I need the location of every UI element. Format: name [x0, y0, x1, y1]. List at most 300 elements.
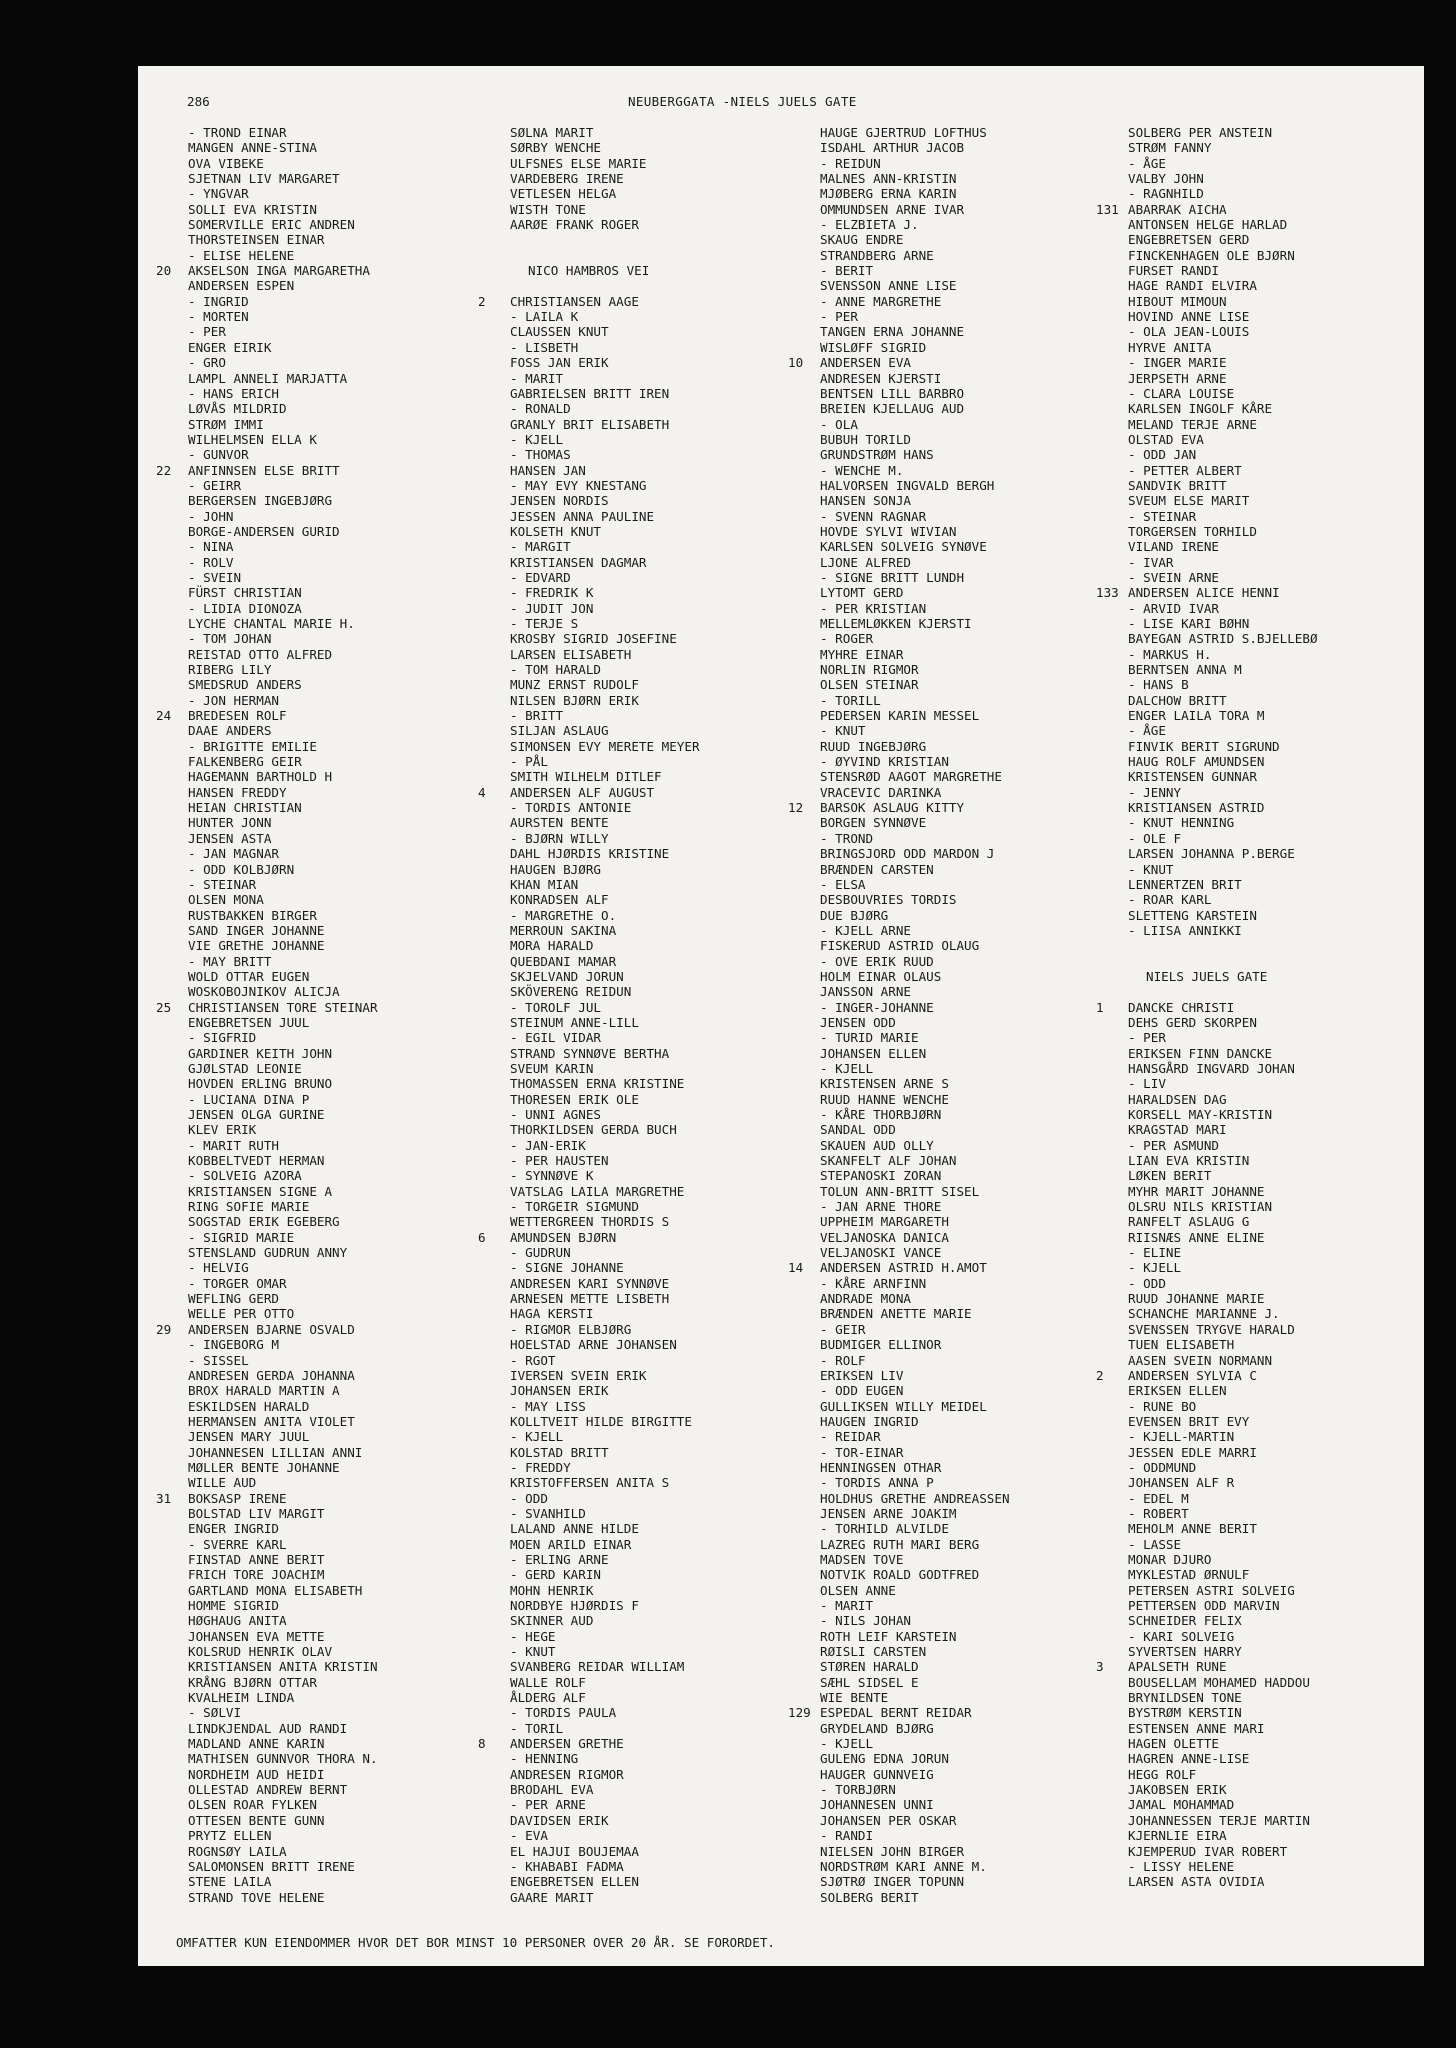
resident-name: LAZREG RUTH MARI BERG: [820, 1536, 980, 1552]
house-number: [154, 1230, 188, 1245]
directory-entry: [476, 1245, 768, 1260]
resident-name: JOHANSEN EVA METTE: [188, 1628, 325, 1644]
resident-name: FISKERUD ASTRID OLAUG: [820, 938, 980, 954]
directory-entry: [786, 1797, 1078, 1812]
resident-name: THORESEN ERIK OLE: [510, 1091, 639, 1107]
resident-name: - BJØRN WILLY: [510, 830, 609, 846]
resident-name: - TOROLF JUL: [510, 999, 601, 1015]
directory-entry: [786, 923, 1078, 938]
house-number: [476, 1813, 510, 1828]
resident-name: STENSRØD AAGOT MARGRETHE: [820, 769, 1002, 785]
directory-entry: [786, 1690, 1078, 1705]
resident-name: HAUGEN INGRID: [820, 1413, 919, 1429]
house-number: [154, 769, 188, 784]
house-number: [786, 447, 820, 462]
resident-name: - KJELL: [820, 1736, 874, 1752]
directory-entry: [786, 1015, 1078, 1030]
directory-entry: [476, 647, 768, 662]
house-number: [786, 662, 820, 677]
resident-name: - LIDIA DIONOZA: [188, 600, 302, 616]
resident-name: - SØLVI: [188, 1705, 242, 1721]
house-number: [154, 309, 188, 324]
resident-name: - RAGNHILD: [1128, 186, 1204, 202]
directory-entry: [1094, 708, 1394, 723]
house-number: [476, 1475, 510, 1490]
house-number: [1094, 1475, 1128, 1490]
directory-entry: [786, 677, 1078, 692]
resident-name: STEINUM ANNE-LILL: [510, 1014, 639, 1030]
house-number: [1094, 601, 1128, 616]
house-number: [154, 171, 188, 186]
directory-entry: [1094, 723, 1394, 738]
house-number: [786, 202, 820, 217]
house-number: [786, 908, 820, 923]
house-number: [154, 1061, 188, 1076]
resident-name: KJEMPERUD IVAR ROBERT: [1128, 1843, 1288, 1859]
resident-name: HOVIND ANNE LISE: [1128, 309, 1250, 325]
resident-name: - ODD JAN: [1128, 447, 1197, 463]
resident-name: - ELZBIETA J.: [820, 217, 919, 233]
directory-entry: [154, 647, 446, 662]
resident-name: JERPSETH ARNE: [1128, 370, 1227, 386]
directory-entry: [476, 447, 768, 462]
resident-name: NORDBYE HJØRDIS F: [510, 1598, 639, 1613]
house-number: 22: [156, 462, 172, 478]
directory-entry: [154, 1276, 446, 1291]
resident-name: HANSEN JAN: [510, 462, 586, 478]
resident-name: AASEN SVEIN NORMANN: [1128, 1352, 1273, 1368]
house-number: [786, 1782, 820, 1797]
page-number: 286: [187, 94, 210, 109]
directory-entry: [476, 463, 768, 478]
house-number: [476, 1460, 510, 1475]
house-number: [1094, 1537, 1128, 1552]
resident-name: - KJELL: [1128, 1260, 1182, 1276]
house-number: [1094, 984, 1128, 999]
resident-name: HANSEN FREDDY: [188, 784, 287, 800]
directory-entry: [1094, 1214, 1394, 1229]
house-number: [786, 723, 820, 738]
house-number: 131: [1096, 201, 1119, 217]
directory-entry: [476, 693, 768, 708]
house-number: [786, 432, 820, 447]
directory-entry: [1094, 1552, 1394, 1567]
house-number: [154, 1429, 188, 1444]
resident-name: BRODAHL EVA: [510, 1782, 594, 1798]
house-number: [154, 386, 188, 401]
resident-name: TANGEN ERNA JOHANNE: [820, 324, 965, 340]
house-number: [476, 1506, 510, 1521]
resident-name: - ROAR KARL: [1128, 892, 1212, 908]
directory-entry: [476, 570, 768, 585]
resident-name: STRAND SYNNØVE BERTHA: [510, 1045, 670, 1061]
house-number: [786, 1337, 820, 1352]
resident-name: - SVANHILD: [510, 1505, 586, 1521]
resident-name: OLSEN MONA: [188, 892, 264, 908]
directory-entry: [786, 1736, 1078, 1751]
resident-name: MANGEN ANNE-STINA: [188, 140, 317, 156]
resident-name: ANDERSEN ALF AUGUST: [510, 784, 655, 800]
resident-name: WISTH TONE: [510, 201, 586, 217]
resident-name: SKJELVAND JORUN: [510, 968, 624, 984]
resident-name: FURSET RANDI: [1128, 263, 1219, 279]
resident-name: VATSLAG LAILA MARGRETHE: [510, 1183, 685, 1199]
directory-entry: [154, 1690, 446, 1705]
directory-entry: [154, 708, 446, 723]
directory-entry: [154, 1214, 446, 1229]
house-number: [476, 1552, 510, 1567]
directory-entry: [1094, 340, 1394, 355]
house-number: [154, 1537, 188, 1552]
directory-entry: [1094, 309, 1394, 324]
resident-name: - GUDRUN: [510, 1245, 571, 1261]
directory-entry: [1094, 324, 1394, 339]
resident-name: - SISSEL: [188, 1352, 249, 1368]
resident-name: JAKOBSEN ERIK: [1128, 1782, 1227, 1798]
resident-name: ABARRAK AICHA: [1128, 201, 1227, 217]
directory-entry: [786, 800, 1078, 815]
resident-name: ANFINNSEN ELSE BRITT: [188, 462, 340, 478]
directory-entry: [1094, 463, 1394, 478]
house-number: [786, 1767, 820, 1782]
directory-entry: [476, 509, 768, 524]
house-number: [1094, 1306, 1128, 1321]
house-number: [476, 263, 510, 278]
house-number: [476, 371, 510, 386]
resident-name: WALLE ROLF: [510, 1674, 586, 1690]
directory-entry: [786, 815, 1078, 830]
house-number: [1094, 1199, 1128, 1214]
resident-name: KORSELL MAY-KRISTIN: [1128, 1107, 1273, 1122]
house-number: [786, 1797, 820, 1812]
resident-name: WILLE AUD: [188, 1475, 257, 1491]
resident-name: ENGER INGRID: [188, 1521, 279, 1537]
resident-name: - WENCHE M.: [820, 462, 904, 478]
directory-entry: [476, 1230, 768, 1245]
house-number: [786, 1751, 820, 1766]
house-number: [786, 309, 820, 324]
house-number: [1094, 1353, 1128, 1368]
house-number: [154, 862, 188, 877]
house-number: [476, 708, 510, 723]
house-number: [786, 171, 820, 186]
house-number: [786, 1230, 820, 1245]
house-number: [1094, 171, 1128, 186]
directory-entry: [154, 1322, 446, 1337]
resident-name: BUBUH TORILD: [820, 431, 911, 447]
directory-entry: [1094, 1767, 1394, 1782]
resident-name: CHRISTIANSEN AAGE: [510, 293, 639, 309]
resident-name: - NINA: [188, 539, 234, 555]
directory-entry: [154, 355, 446, 370]
resident-name: - SOLVEIG AZORA: [188, 1168, 302, 1184]
directory-entry: [786, 769, 1078, 784]
house-number: [154, 1168, 188, 1183]
directory-entry: [476, 1491, 768, 1506]
directory-entry: [786, 1506, 1078, 1521]
resident-name: LIAN EVA KRISTIN: [1128, 1153, 1250, 1169]
resident-name: HAGEN OLETTE: [1128, 1736, 1219, 1752]
directory-entry: [786, 324, 1078, 339]
directory-entry: [1094, 785, 1394, 800]
directory-entry: [786, 647, 1078, 662]
resident-name: AKSELSON INGA MARGARETHA: [188, 263, 370, 279]
directory-entry: [786, 1092, 1078, 1107]
house-number: [786, 862, 820, 877]
resident-name: ENGEBRETSEN ELLEN: [510, 1874, 639, 1890]
house-number: [786, 1460, 820, 1475]
house-number: [476, 539, 510, 554]
directory-entry: [154, 1552, 446, 1567]
directory-entry: [154, 1491, 446, 1506]
house-number: [1094, 1291, 1128, 1306]
resident-name: ENGEBRETSEN JUUL: [188, 1014, 310, 1030]
resident-name: - KJELL: [510, 431, 564, 447]
directory-entry: [154, 785, 446, 800]
resident-name: FOSS JAN ERIK: [510, 355, 609, 371]
house-number: [476, 1859, 510, 1874]
resident-name: TUEN ELISABETH: [1128, 1337, 1235, 1353]
resident-name: - BRIGITTE EMILIE: [188, 738, 317, 754]
resident-name: GABRIELSEN BRITT IREN: [510, 385, 670, 401]
resident-name: - GUNVOR: [188, 447, 249, 463]
directory-entry: [1094, 1322, 1394, 1337]
house-number: [786, 1491, 820, 1506]
resident-name: KRAGSTAD MARI: [1128, 1122, 1227, 1138]
resident-name: EL HAJUI BOUJEMAA: [510, 1843, 639, 1859]
directory-entry: [476, 831, 768, 846]
house-number: [1094, 631, 1128, 646]
directory-entry: [154, 1721, 446, 1736]
directory-entry: [476, 1797, 768, 1812]
directory-entry: [786, 862, 1078, 877]
house-number: [786, 1076, 820, 1091]
house-number: 20: [156, 263, 172, 279]
directory-entry: [1094, 954, 1394, 969]
house-number: [1094, 1276, 1128, 1291]
directory-entry: [786, 892, 1078, 907]
resident-name: JENSEN ASTA: [188, 830, 272, 846]
resident-name: HANSEN SONJA: [820, 493, 911, 509]
house-number: [786, 278, 820, 293]
directory-entry: [476, 739, 768, 754]
resident-name: PEDERSEN KARIN MESSEL: [820, 708, 980, 724]
directory-entry: [154, 1644, 446, 1659]
resident-name: JOHANNESEN UNNI: [820, 1797, 934, 1813]
house-number: [1094, 140, 1128, 155]
resident-name: MEHOLM ANNE BERIT: [1128, 1521, 1257, 1537]
directory-entry: [1094, 1046, 1394, 1061]
resident-name: JOHANSEN ERIK: [510, 1383, 609, 1399]
resident-name: HOVDEN ERLING BRUNO: [188, 1076, 333, 1092]
house-number: [154, 693, 188, 708]
resident-name: JOHANSEN ALF R: [1128, 1475, 1235, 1491]
house-number: [1094, 831, 1128, 846]
resident-name: - INGER MARIE: [1128, 355, 1227, 371]
directory-entry: [476, 1322, 768, 1337]
directory-entry: [786, 1337, 1078, 1352]
directory-entry: [1094, 1598, 1394, 1613]
directory-entry: [1094, 1429, 1394, 1444]
resident-name: STRØM FANNY: [1128, 140, 1212, 156]
directory-entry: [476, 601, 768, 616]
house-number: [476, 1107, 510, 1122]
house-number: [154, 1629, 188, 1644]
directory-entry: [476, 1859, 768, 1874]
house-number: [154, 340, 188, 355]
directory-entry: [154, 1184, 446, 1199]
resident-name: STENSLAND GUDRUN ANNY: [188, 1245, 348, 1261]
resident-name: SOLBERG PER ANSTEIN: [1128, 125, 1273, 140]
resident-name: LARSEN ELISABETH: [510, 646, 632, 662]
resident-name: ANDERSEN ALICE HENNI: [1128, 585, 1280, 601]
resident-name: - HEGE: [510, 1628, 556, 1644]
directory-entry: [476, 1828, 768, 1843]
directory-entry: [1094, 1491, 1394, 1506]
directory-entry: [476, 1567, 768, 1582]
directory-entry: [476, 1613, 768, 1628]
resident-name: OLSTAD EVA: [1128, 431, 1204, 447]
house-number: [476, 1445, 510, 1460]
directory-entry: [476, 1337, 768, 1352]
resident-name: - EGIL VIDAR: [510, 1030, 601, 1046]
house-number: [1094, 1061, 1128, 1076]
directory-entry: [1094, 171, 1394, 186]
house-number: [476, 1368, 510, 1383]
house-number: [154, 1690, 188, 1705]
resident-name: [1128, 938, 1394, 953]
directory-entry: [154, 1705, 446, 1720]
resident-name: SOLLI EVA KRISTIN: [188, 201, 317, 217]
directory-entry: [786, 355, 1078, 370]
house-number: [1094, 432, 1128, 447]
resident-name: HOLDHUS GRETHE ANDREASSEN: [820, 1490, 1010, 1506]
house-number: [786, 831, 820, 846]
resident-name: MYHR MARIT JOHANNE: [1128, 1183, 1265, 1199]
directory-entry: [1094, 1782, 1394, 1797]
resident-name: HOELSTAD ARNE JOHANSEN: [510, 1337, 677, 1353]
directory-entry: [154, 340, 446, 355]
resident-name: DEHS GERD SKORPEN: [1128, 1014, 1257, 1030]
house-number: [476, 1184, 510, 1199]
house-number: [786, 954, 820, 969]
directory-entry: [154, 570, 446, 585]
house-number: [154, 1521, 188, 1536]
directory-entry: [1094, 1076, 1394, 1091]
house-number: [1094, 1337, 1128, 1352]
resident-name: OLLESTAD ANDREW BERNT: [188, 1782, 348, 1798]
resident-name: MUNZ ERNST RUDOLF: [510, 677, 639, 693]
house-number: [476, 1122, 510, 1137]
house-number: [1094, 417, 1128, 432]
directory-entry: [476, 125, 768, 140]
resident-name: GARDINER KEITH JOHN: [188, 1045, 333, 1061]
resident-name: ENGEBRETSEN GERD: [1128, 232, 1250, 248]
house-number: [154, 493, 188, 508]
resident-name: STRAND TOVE HELENE: [188, 1889, 325, 1905]
directory-entry: [1094, 386, 1394, 401]
resident-name: - ELISE HELENE: [188, 247, 295, 263]
directory-entry: [1094, 1000, 1394, 1015]
house-number: [786, 1859, 820, 1874]
directory-entry: [786, 186, 1078, 201]
resident-name: MJØBERG ERNA KARIN: [820, 186, 957, 202]
house-number: [786, 708, 820, 723]
house-number: [154, 1368, 188, 1383]
resident-name: ESPEDAL BERNT REIDAR: [820, 1705, 972, 1721]
house-number: [476, 1353, 510, 1368]
resident-name: ANDERSEN GRETHE: [510, 1736, 624, 1752]
directory-entry: [1094, 1291, 1394, 1306]
house-number: [154, 186, 188, 201]
resident-name: STRØM IMMI: [188, 416, 264, 432]
resident-name: SOMERVILLE ERIC ANDREN: [188, 217, 355, 233]
resident-name: TOLUN ANN-BRITT SISEL: [820, 1183, 980, 1199]
directory-entry: [1094, 493, 1394, 508]
house-number: [476, 1690, 510, 1705]
directory-entry: [786, 1705, 1078, 1720]
house-number: [786, 754, 820, 769]
house-number: [476, 1644, 510, 1659]
resident-name: OTTESEN BENTE GUNN: [188, 1812, 325, 1828]
house-number: [786, 248, 820, 263]
resident-name: ÅLDERG ALF: [510, 1690, 586, 1706]
directory-entry: [154, 1506, 446, 1521]
house-number: [476, 478, 510, 493]
resident-name: STENE LAILA: [188, 1874, 272, 1890]
directory-entry: [786, 1046, 1078, 1061]
house-number: [786, 984, 820, 999]
house-number: [1094, 1030, 1128, 1045]
directory-entry: [476, 248, 768, 263]
house-number: 31: [156, 1490, 172, 1506]
directory-entry: [154, 1153, 446, 1168]
directory-entry: [154, 1000, 446, 1015]
house-number: [154, 294, 188, 309]
house-number: [154, 278, 188, 293]
house-number: [1094, 662, 1128, 677]
house-number: [1094, 524, 1128, 539]
resident-name: - JAN ARNE THORE: [820, 1199, 942, 1215]
directory-entry: [786, 294, 1078, 309]
house-number: [1094, 1230, 1128, 1245]
directory-entry: [154, 324, 446, 339]
directory-entry: [476, 862, 768, 877]
resident-name: - KNUT: [820, 723, 866, 739]
house-number: [154, 1291, 188, 1306]
resident-name: KRISTIANSEN ASTRID: [1128, 800, 1265, 816]
directory-entry: [476, 1874, 768, 1889]
resident-name: WEFLING GERD: [188, 1291, 279, 1307]
house-number: [786, 1613, 820, 1628]
house-number: [476, 723, 510, 738]
directory-entry: [1094, 754, 1394, 769]
house-number: [154, 1306, 188, 1321]
directory-entry: [476, 1644, 768, 1659]
directory-entry: [154, 1598, 446, 1613]
house-number: [1094, 401, 1128, 416]
house-number: [154, 585, 188, 600]
resident-name: - LASSE: [1128, 1536, 1182, 1552]
house-number: [154, 524, 188, 539]
resident-name: HERMANSEN ANITA VIOLET: [188, 1413, 355, 1429]
resident-name: GULLIKSEN WILLY MEIDEL: [820, 1398, 987, 1414]
directory-entry: [154, 386, 446, 401]
resident-name: - PER ARNE: [510, 1797, 586, 1813]
directory-entry: [154, 156, 446, 171]
resident-name: - RONALD: [510, 401, 571, 417]
directory-entry: [154, 1813, 446, 1828]
